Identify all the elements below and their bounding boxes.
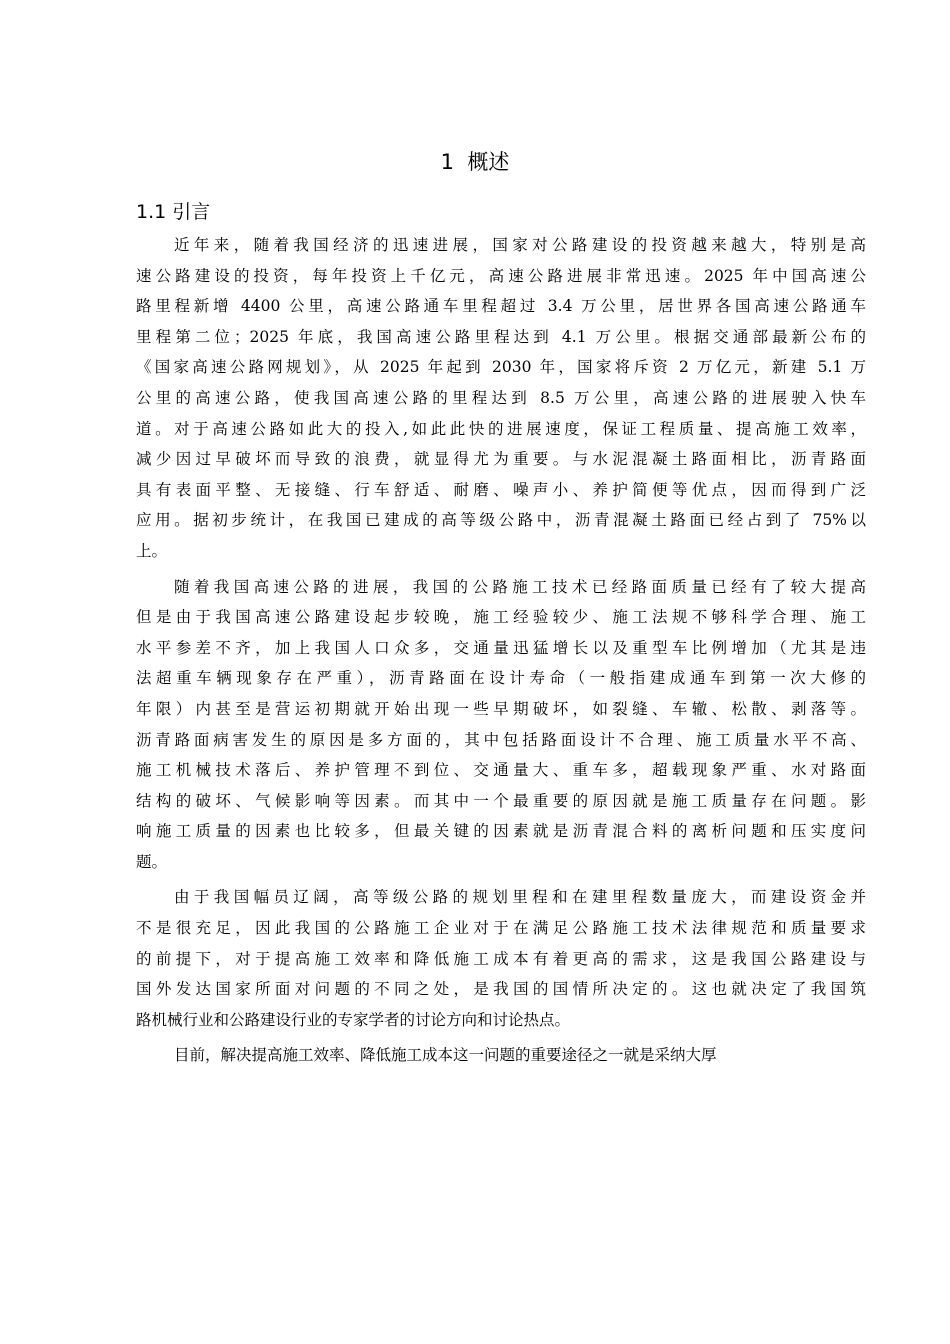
paragraph (136, 230, 866, 567)
paragraph-line: 水平参差不齐，加上我国人口众多，交通量迅猛增长以及重型车比例增加（尤其是违 (136, 638, 866, 657)
paragraph (136, 572, 866, 878)
paragraph-line: 《国家高速公路网规划》，从 2025 年起到 2030 年，国家将斥资 2 万亿元，新建 5.1 万 (136, 358, 866, 377)
paragraph-line: 结构的破坏、气候影响等因素。而其中一个最重要的原因就是施工质量存在问题。影 (136, 791, 866, 810)
paragraph-line: 减少因过早破坏而导致的浪费，就显得尤为重要。与水泥混凝土路面相比，沥青路面 (136, 450, 866, 469)
paragraph-line: 不是很充足，因此我国的公路施工企业对于在满足公路施工技术法律规范和质量要求 (136, 919, 866, 938)
paragraph-line: 施工机械技术落后、养护管理不到位、交通量大、重车多，超载现象严重、水对路面 (136, 761, 866, 780)
paragraph-line: 路机械行业和公路建设行业的专家学者的讨论方向和讨论热点。 (136, 1010, 571, 1029)
paragraph-line: 上。 (136, 541, 168, 560)
paragraph-line: 目前，解决提高施工效率、降低施工成本这一问题的重要途径之一就是采纳大厚 (174, 1046, 717, 1065)
paragraph-line: 法超重车辆现象存在严重），沥青路面在设计寿命（一般指建成通车到第一次大修的 (136, 669, 866, 688)
paragraph (136, 1040, 866, 1071)
paragraph-line: 的前提下，对于提高施工效率和降低施工成本有着更高的需求，这是我国公路建设与 (136, 949, 866, 968)
paragraph-line: 里程第二位；2025 年底，我国高速公路里程达到 4.1 万公里。根据交通部最新公布的 (136, 327, 866, 346)
paragraph-line: 年限）内甚至是营运初期就开始出现一些早期破坏，如裂缝、车辙、松散、剥落等。 (136, 699, 866, 718)
paragraph-line: 近年来，随着我国经济的迅速进展，国家对公路建设的投资越来越大，特别是高 (174, 236, 866, 254)
paragraph-line: 沥青路面病害发生的原因是多方面的，其中包括路面设计不合理、施工质量水平不高、 (136, 730, 866, 749)
paragraph-line: 应用。据初步统计，在我国已建成的高等级公路中，沥青混凝土路面已经占到了 75%以 (136, 511, 866, 530)
paragraph-line: 速公路建设的投资，每年投资上千亿元，高速公路进展非常迅速。2025 年中国高速公 (136, 266, 866, 285)
paragraph-line: 道。对于高速公路如此大的投入,如此此快的进展速度，保证工程质量、提高施工效率， (136, 419, 866, 438)
chapter-title: 1 概述 (440, 150, 510, 174)
paragraph-line: 响施工质量的因素也比较多，但最关键的因素就是沥青混合料的离析问题和压实度问 (136, 822, 866, 841)
document-body (136, 230, 866, 1071)
paragraph-line: 题。 (136, 852, 168, 871)
paragraph-line: 随着我国高速公路的进展，我国的公路施工技术已经路面质量已经有了较大提高 (174, 577, 866, 596)
paragraph-line: 路里程新增 4400 公里，高速公路通车里程超过 3.4 万公里，居世界各国高速公路通车 (136, 297, 866, 316)
paragraph-line: 国外发达国家所面对问题的不同之处，是我国的国情所决定的。这也就决定了我国筑 (136, 980, 866, 999)
paragraph-line: 但是由于我国高速公路建设起步较晚，施工经验较少、施工法规不够科学合理、施工 (136, 608, 866, 627)
paragraph-line: 公里的高速公路，使我国高速公路的里程达到 8.5 万公里，高速公路的进展驶入快车 (136, 388, 866, 407)
section-title: 1.1 引言 (136, 201, 211, 223)
paragraph (136, 882, 866, 1035)
paragraph-line: 具有表面平整、无接缝、行车舒适、耐磨、噪声小、养护简便等优点，因而得到广泛 (136, 480, 866, 499)
paragraph-line: 由于我国幅员辽阔，高等级公路的规划里程和在建里程数量庞大，而建设资金并 (174, 888, 866, 907)
